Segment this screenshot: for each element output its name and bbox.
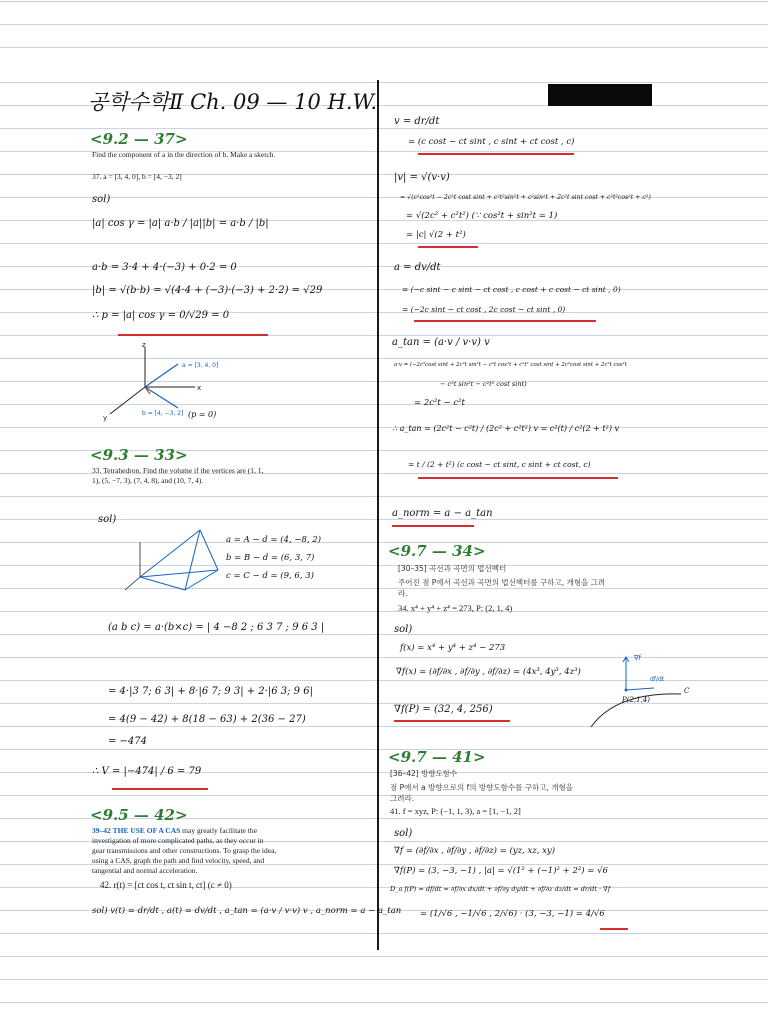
tetrahedron-sketch — [130, 522, 230, 602]
vector-b-def: b = B − d = (6, 3, 7) — [226, 553, 315, 563]
accel-def: a = dv/dt — [394, 262, 441, 273]
heading-9-2-37: <9.2 — 37> — [90, 130, 188, 148]
red-underline — [394, 720, 510, 722]
speed-result: = |c| √(2 + t²) — [406, 230, 466, 240]
gradient-formula: ∇f(x) = (∂f/∂x , ∂f/∂y , ∂f/∂z) = (4x³, 4y³, 4z³) — [396, 667, 581, 677]
component-result: ∴ p = |a| cos γ = 0/√29 = 0 — [92, 310, 230, 321]
cofactor-expansion: = 4·|3 7; 6 3| + 8·|6 7; 9 3| + 2·|6 3; 9 6| — [108, 686, 313, 697]
vector-c-def: c = C − d = (9, 6, 3) — [226, 571, 314, 581]
dot-product-line: a·b = 3·4 + 4·(−3) + 0·2 = 0 — [92, 262, 237, 273]
speed-simplified: = √(2c² + c²t²) (∵ cos²t + sin²t = 1) — [406, 211, 558, 221]
red-underline — [600, 928, 628, 930]
gradient-at-p-41: ∇f(P) = (3, −3, −1) , |a| = √(1² + (−1)² + 2²) = √6 — [394, 866, 608, 876]
svg-text:y: y — [103, 414, 108, 422]
red-underline — [112, 788, 208, 790]
a-dot-v-line2: − c²t sin²t − c²t² cost sint) — [440, 380, 527, 388]
gradient-xyz: ∇f = (∂f/∂x , ∂f/∂y , ∂f/∂z) = (yz, xz, xy) — [394, 846, 556, 856]
problem-42-data: 42. r(t) = [ct cos t, ct sin t, ct] (c ≠ 0) — [100, 880, 232, 890]
problem-41-data: 41. f = xyz, P: (−1, 1, 3), a = [1, −1, 2] — [390, 806, 521, 816]
anorm-def: a_norm = a − a_tan — [392, 508, 493, 519]
column-divider — [377, 80, 379, 950]
heading-9-7-41: <9.7 — 41> — [388, 748, 486, 766]
sketch-label-point: P(2,1,4) — [622, 696, 650, 704]
svg-text:x: x — [197, 384, 202, 392]
a-dot-v-line1: a·v = (−2c²cost sint + 2c²t sin²t − c²t cos²t + c²t² cost sint + 2c²cost sint + 2c²t cos²t — [394, 362, 627, 368]
a-dot-v-result: = 2c²t − c²t — [414, 398, 465, 408]
sol-label: sol) — [92, 194, 111, 205]
korean-instruction-41: 점 P에서 a 방향으로의 f의 방향도함수를 구하고, 개형을 그려라. — [390, 783, 573, 803]
heading-9-7-34: <9.7 — 34> — [388, 542, 486, 560]
norm-b-line: |b| = √(b·b) = √(4·4 + (−3)·(−3) + 2·2) = √29 — [92, 285, 323, 296]
sketch-label-b: b = [4, −3, 2] — [142, 410, 184, 417]
atan-def: a_tan = (a·v / v·v) v — [392, 337, 490, 348]
sol-label-2: sol) — [98, 514, 117, 525]
atan-result: = t / (2 + t²) (c cost − ct sint, c sint + ct cost, c) — [408, 460, 591, 469]
sol-label-34: sol) — [394, 624, 413, 635]
sol-label-41: sol) — [394, 828, 413, 839]
heading-9-5-42: <9.5 — 42> — [90, 806, 188, 824]
triple-product-result: = −474 — [108, 736, 148, 747]
sketch-label-dfdt: df/dt — [650, 676, 665, 683]
problem-33-text: 33. Tetrahedron. Find the volume if the vertices are (1, 1, 1), (5, −7, 3), (7, 4, 8), and (10, 7, 4). — [92, 466, 264, 485]
problem-37-text: Find the component of a in the direction of b. Make a sketch. — [92, 150, 276, 159]
svg-text:z: z — [142, 341, 146, 349]
sketch-label-a: a = [3, 4, 0] — [182, 362, 219, 369]
directional-derivative-result: = (1/√6 , −1/√6 , 2/√6) · (3, −3, −1) = 4/√6 — [420, 909, 605, 919]
sketch-label-p: (p = 0) — [188, 410, 217, 419]
speed-expansion: = √(c²cos²t − 2c²t cost sint + c²t²sin²t + c²sin²t + 2c²t sint cost + c²t²cos²t + c²) — [400, 194, 651, 201]
speed-def: |v| = √(v·v) — [394, 172, 450, 183]
expansion-values: = 4(9 − 42) + 8(18 − 63) + 2(36 − 27) — [108, 714, 306, 725]
red-underline — [118, 334, 268, 336]
problem-42-formulas: sol) v(t) = dr/dt , a(t) = dv/dt , a_tan = (a·v / v·v) v , a_norm = a − a_tan — [92, 906, 402, 916]
gradient-at-p: ∇f(P) = (32, 4, 256) — [394, 704, 493, 715]
red-underline — [418, 246, 478, 248]
velocity-def: v = dr/dt — [394, 116, 440, 127]
red-underline — [414, 320, 596, 322]
normal-vector-sketch — [586, 652, 696, 732]
level-function: f(x) = x⁴ + y⁴ + z⁴ − 273 — [400, 643, 506, 653]
component-formula: |a| cos γ = |a| a·b / |a||b| = a·b / |b| — [92, 218, 269, 229]
volume-result: ∴ V = |−474| / 6 = 79 — [92, 766, 202, 777]
accel-result: = (−2c sint − ct cost , 2c cost − ct sint , 0) — [402, 305, 566, 314]
redacted-name-box — [548, 84, 652, 106]
problem-42-text — [92, 826, 277, 876]
cas-description: may greatly facilitate the investigation of more complicated paths, as they occur in gear transmissions and other constructions. To grasp the idea, using a CAS, graph the path and find velocity, speed, and tangential and normal acceleration. — [92, 826, 277, 875]
korean-topic-30-35: [30–35] 곡선과 곡면의 법선벡터 — [398, 564, 507, 573]
problem-range: 39–42 — [92, 826, 111, 835]
vector-a-def: a = A − d = (4, −8, 2) — [226, 535, 322, 545]
velocity-result: = (c cost − ct sint , c sint + ct cost , c) — [408, 137, 575, 147]
red-underline — [418, 477, 618, 479]
page-title: 공학수학Ⅱ Ch. 09 — 10 H.W. — [88, 90, 378, 114]
korean-instruction-34: 주어진 점 P에서 곡선과 곡면의 법선벡터를 구하고, 개형을 그려라. — [398, 578, 606, 598]
sketch-label-c: C — [684, 687, 690, 695]
directional-derivative-def: D_a f(P) = df/dt = ∂f/∂x dx/dt + ∂f/∂y dy/dt + ∂f/∂z dz/dt = dr/dt · ∇f — [390, 885, 611, 893]
accel-expansion: = (−c sint − c sint − ct cost , c cost + c cost − ct sint , 0) — [402, 285, 621, 294]
cas-title: THE USE OF A CAS — [112, 826, 181, 835]
red-underline — [392, 525, 474, 527]
triple-product-det: (a b c) = a·(b×c) = | 4 −8 2 ; 6 3 7 ; 9 6 3 | — [108, 622, 325, 633]
problem-37-data: 37. a = [3, 4, 0], b = [4, −3, 2] — [92, 172, 182, 181]
heading-9-3-33: <9.3 — 33> — [90, 446, 188, 464]
red-underline — [418, 153, 574, 155]
atan-fraction: ∴ a_tan = (2c²t − c²t) / (2c² + c²t²) v = c²(t) / c²(2 + t²) v — [392, 424, 620, 433]
korean-topic-36-42: [36–42] 방향도함수 — [390, 769, 458, 778]
problem-34-data: 34. x⁴ + y⁴ + z⁴ = 273, P: (2, 1, 4) — [398, 603, 513, 613]
sketch-label-gradf: ∇f — [634, 654, 642, 662]
vector-sketch-9-2 — [100, 342, 250, 432]
